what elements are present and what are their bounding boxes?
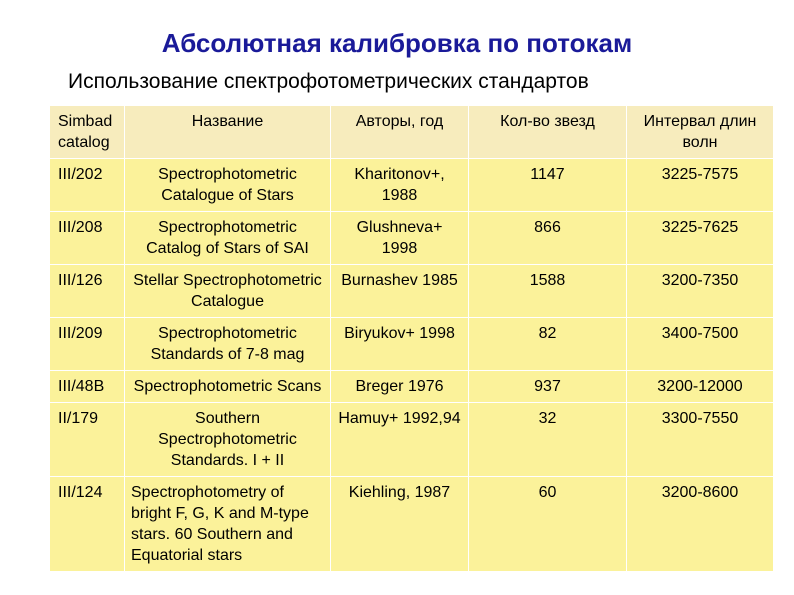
star-count-cell: 937 — [469, 371, 627, 403]
catalog-id-cell: III/124 — [50, 477, 125, 572]
table-row — [50, 265, 774, 318]
catalog-name-cell: Stellar Spectrophotometric Catalogue — [125, 265, 331, 318]
page-title: Абсолютная калибровка по потокам — [161, 28, 633, 58]
star-count-cell: 60 — [469, 477, 627, 572]
table-row — [50, 403, 774, 477]
star-count-cell: 1588 — [469, 265, 627, 318]
wavelength-range-cell: 3200-12000 — [627, 371, 774, 403]
wavelength-range-cell: 3225-7575 — [627, 159, 774, 212]
header-cell: Simbad catalog — [50, 106, 125, 159]
wavelength-range-cell: 3200-8600 — [627, 477, 774, 572]
wavelength-range-cell: 3200-7350 — [627, 265, 774, 318]
star-count-cell: 32 — [469, 403, 627, 477]
catalog-id-cell: III/48B — [50, 371, 125, 403]
authors-cell: Glushneva+ 1998 — [331, 212, 469, 265]
catalog-id-cell: III/202 — [50, 159, 125, 212]
catalog-name-cell: Spectrophotometry of bright F, G, K and M-type stars. 60 Southern and Equatorial stars — [125, 477, 331, 572]
authors-cell: Burnashev 1985 — [331, 265, 469, 318]
wavelength-range-cell: 3225-7625 — [627, 212, 774, 265]
catalog-id-cell: III/209 — [50, 318, 125, 371]
catalog-name-cell: Southern Spectrophotometric Standards. I + II — [125, 403, 331, 477]
authors-cell: Hamuy+ 1992,94 — [331, 403, 469, 477]
authors-cell: Kiehling, 1987 — [331, 477, 469, 572]
table-row — [50, 212, 774, 265]
catalog-name-cell: Spectrophotometric Catalogue of Stars — [125, 159, 331, 212]
table-row — [50, 477, 774, 572]
table-header-row — [50, 106, 774, 159]
catalog-id-cell: III/126 — [50, 265, 125, 318]
header-cell: Кол-во звезд — [469, 106, 627, 159]
catalog-table — [49, 105, 774, 572]
catalog-name-cell: Spectrophotometric Standards of 7-8 mag — [125, 318, 331, 371]
star-count-cell: 82 — [469, 318, 627, 371]
catalog-id-cell: II/179 — [50, 403, 125, 477]
wavelength-range-cell: 3400-7500 — [627, 318, 774, 371]
header-cell: Интервал длин волн — [627, 106, 774, 159]
authors-cell: Breger 1976 — [331, 371, 469, 403]
star-count-cell: 866 — [469, 212, 627, 265]
star-count-cell: 1147 — [469, 159, 627, 212]
catalog-name-cell: Spectrophotometric Scans — [125, 371, 331, 403]
wavelength-range-cell: 3300-7550 — [627, 403, 774, 477]
catalog-id-cell: III/208 — [50, 212, 125, 265]
table-row — [50, 318, 774, 371]
catalog-name-cell: Spectrophotometric Catalog of Stars of SAI — [125, 212, 331, 265]
header-cell: Авторы, год — [331, 106, 469, 159]
authors-cell: Biryukov+ 1998 — [331, 318, 469, 371]
page-subtitle: Использование спектрофотометрических стандартов — [68, 70, 589, 93]
table-row — [50, 371, 774, 403]
header-cell: Название — [125, 106, 331, 159]
authors-cell: Kharitonov+, 1988 — [331, 159, 469, 212]
table-row — [50, 159, 774, 212]
